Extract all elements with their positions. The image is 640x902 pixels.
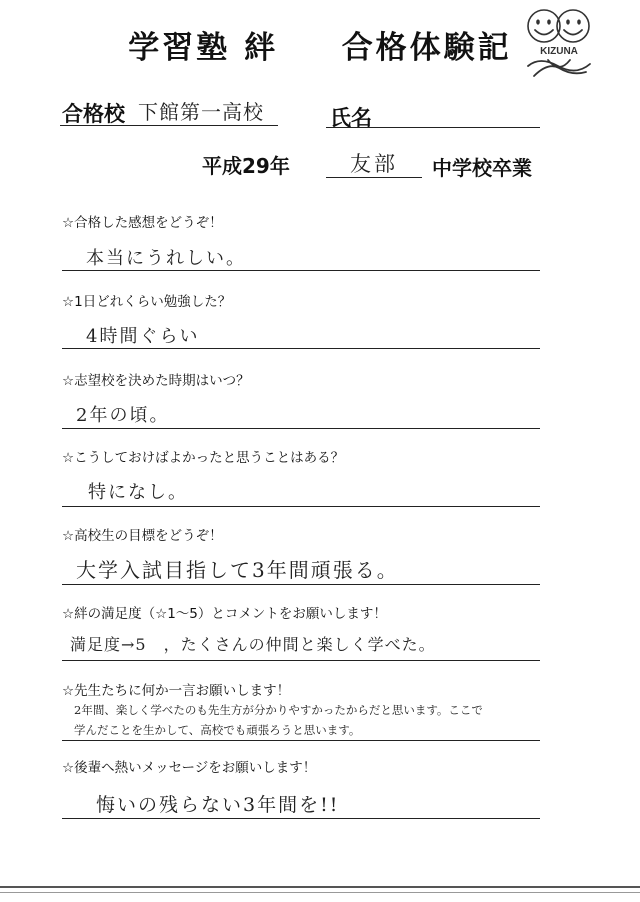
question-3: ☆志望校を決めた時期はいつ？ bbox=[62, 373, 250, 389]
doc-title: 合格体験記 bbox=[341, 30, 512, 66]
question-2: ☆1日どれくらい勉強した？ bbox=[62, 294, 232, 310]
answer-2: 4時間ぐらい bbox=[86, 326, 200, 347]
answer-7-line-1: 2年間、楽しく学べたのも先生方が分かりやすかったからだと思います。ここで bbox=[74, 703, 483, 717]
question-6: ☆絆の満足度（☆1～5）とコメントをお願いします！ bbox=[62, 606, 387, 622]
jhs-name: 友部 bbox=[350, 152, 398, 176]
question-8: ☆後輩へ熱いメッセージをお願いします！ bbox=[62, 760, 317, 776]
question-7: ☆先生たちに何か一言お願いします！ bbox=[62, 683, 291, 699]
answer-line-4 bbox=[62, 506, 540, 507]
question-5: ☆高校生の目標をどうぞ！ bbox=[62, 528, 223, 544]
scan-edge bbox=[0, 886, 640, 888]
answer-line-8 bbox=[62, 818, 540, 819]
smiley-left-icon bbox=[528, 10, 560, 42]
answer-7-line-2: 学んだことを生かして、高校でも頑張ろうと思います。 bbox=[74, 723, 361, 737]
logo-text: KIZUNA bbox=[540, 46, 578, 57]
answer-line-3 bbox=[62, 428, 540, 429]
answer-8: 悔いの残らない3年間を!! bbox=[96, 794, 340, 816]
answer-line-1 bbox=[62, 270, 540, 271]
school-label: 合格校 bbox=[62, 102, 125, 126]
smiley-right-icon bbox=[557, 10, 589, 42]
name-label: 氏名 bbox=[330, 106, 372, 130]
answer-6: 満足度→5 ，たくさんの仲間と楽しく学べた。 bbox=[70, 635, 436, 654]
answer-line-5 bbox=[62, 584, 540, 585]
question-1: ☆合格した感想をどうぞ！ bbox=[62, 215, 223, 231]
school-name: 学習塾 絆 bbox=[128, 30, 279, 66]
answer-line-7 bbox=[62, 740, 540, 741]
scan-edge-shadow bbox=[0, 892, 640, 893]
question-4: ☆こうしておけばよかったと思うことはある？ bbox=[62, 450, 345, 466]
answer-4: 特になし。 bbox=[88, 482, 188, 503]
jhs-underline bbox=[326, 177, 422, 178]
answer-line-6 bbox=[62, 660, 540, 661]
era-year: 平成29年 bbox=[202, 154, 290, 178]
kizuna-logo bbox=[518, 2, 600, 84]
answer-line-2 bbox=[62, 348, 540, 349]
school-underline bbox=[60, 125, 278, 126]
school-value: 下館第一高校 bbox=[138, 100, 264, 124]
name-underline bbox=[326, 127, 540, 128]
graduation-label: 中学校卒業 bbox=[432, 156, 532, 180]
answer-1: 本当にうれしい。 bbox=[86, 248, 246, 269]
answer-5: 大学入試目指して3年間頑張る。 bbox=[76, 558, 399, 582]
answer-3: 2年の頃。 bbox=[76, 405, 170, 426]
